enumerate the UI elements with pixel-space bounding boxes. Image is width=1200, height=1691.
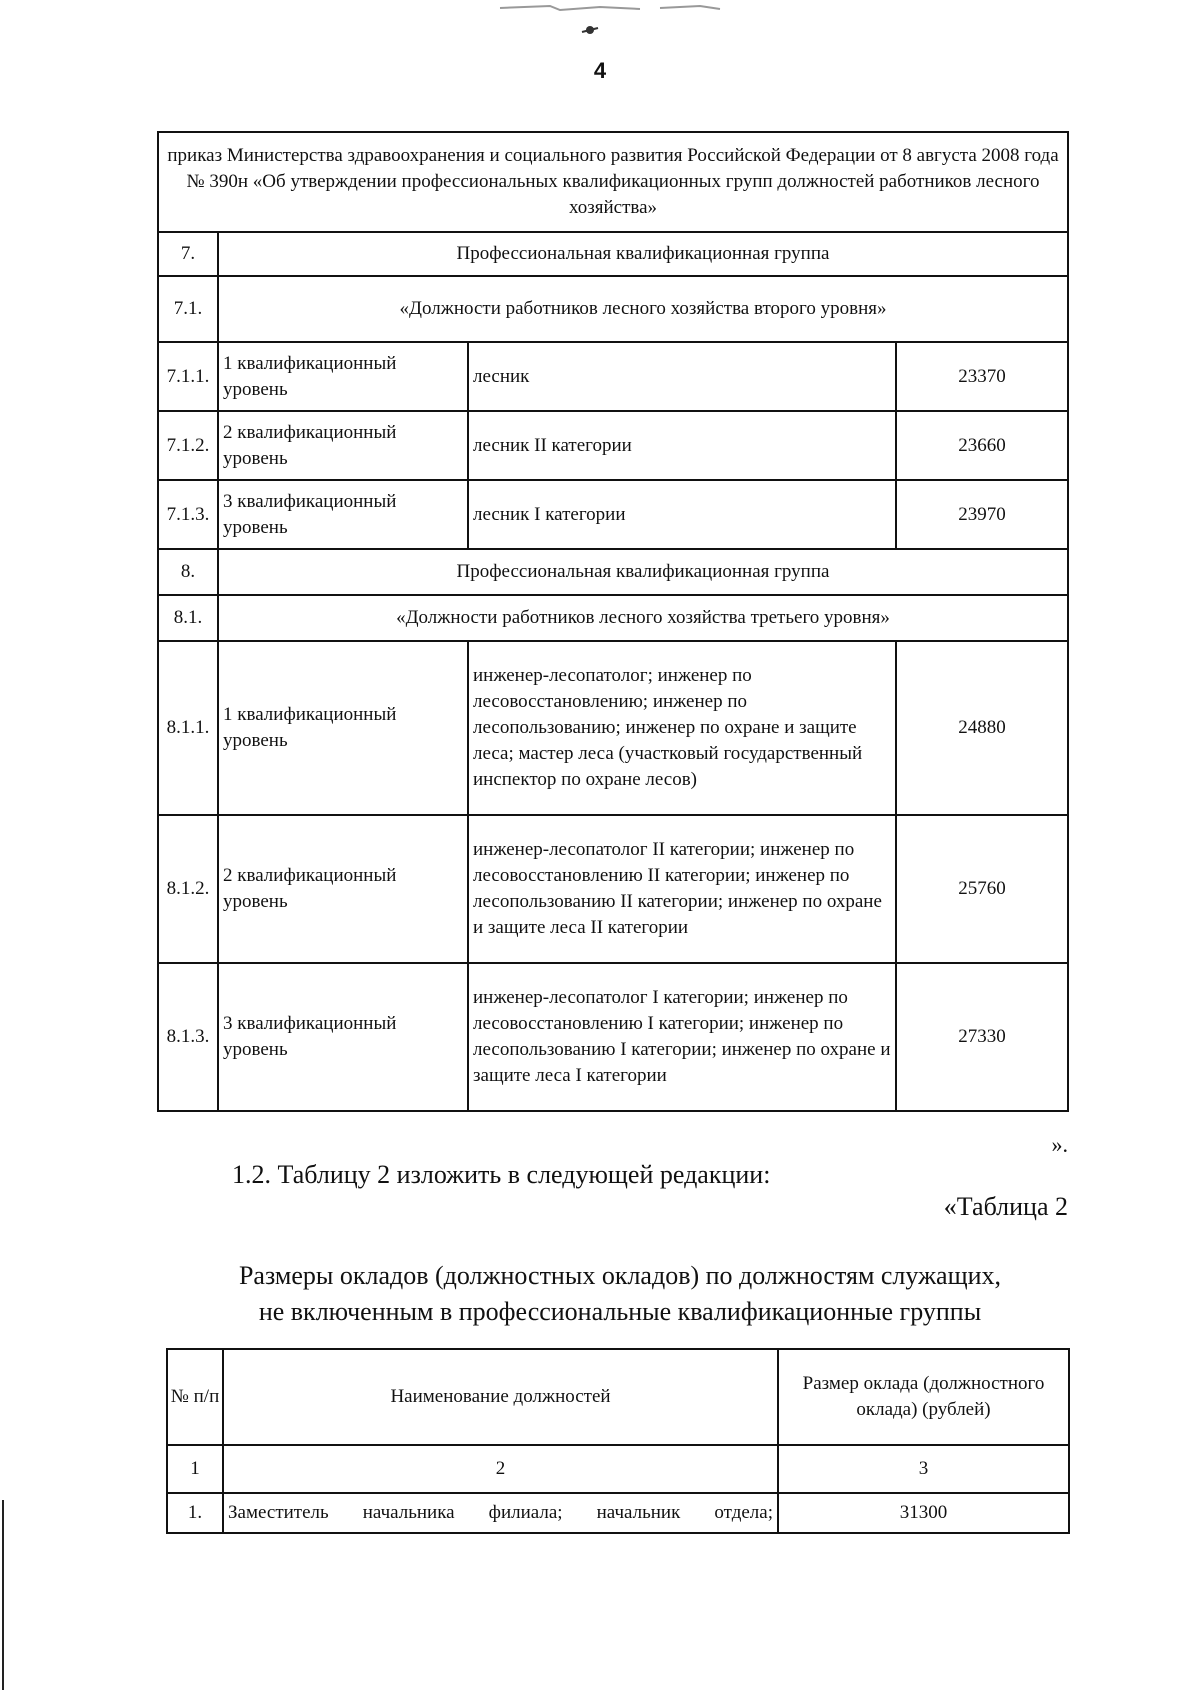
positions-cell: лесник II категории [468, 411, 896, 480]
table-title-line: не включенным в профессиональные квалификационные группы [258, 1297, 982, 1326]
salary-cell: 23370 [896, 342, 1068, 411]
level-number-cell: 7.1.2. [158, 411, 218, 480]
positions-cell: лесник [468, 342, 896, 411]
salary-cell: 25760 [896, 815, 1068, 963]
table-title [0, 1258, 1200, 1330]
table-row [158, 480, 1068, 549]
row-number-cell: 1. [167, 1493, 223, 1533]
positions-cell: инженер-лесопатолог I категории; инженер по лесовосстановлению I категории; инженер по лесопользованию I категории; инженер по охране и защите леса I категории [468, 963, 896, 1111]
positions-cell: инженер-лесопатолог II категории; инженер по лесовосстановлению II категории; инженер по лесопользованию II категории; инженер по охране и защите леса II категории [468, 815, 896, 963]
header-number-cell: № п/п [167, 1349, 223, 1445]
level-name-cell: 2 квалификационный уровень [218, 815, 468, 963]
group-number-cell: 8. [158, 549, 218, 595]
qualification-groups-table [157, 131, 1069, 1112]
subgroup-number-cell: 7.1. [158, 276, 218, 342]
level-name-cell: 3 квалификационный уровень [218, 963, 468, 1111]
group-number-cell: 7. [158, 232, 218, 276]
level-number-cell: 8.1.3. [158, 963, 218, 1111]
table-row [167, 1493, 1069, 1533]
group-title-cell: Профессиональная квалификационная группа [218, 549, 1068, 595]
salary-cell: 23970 [896, 480, 1068, 549]
salary-table [166, 1348, 1070, 1534]
table-row [158, 963, 1068, 1111]
scan-margin-line [2, 1500, 4, 1690]
positions-cell: инженер-лесопатолог; инженер по лесовосстановлению; инженер по лесопользованию; инженер по охране и защите леса; мастер леса (участковый государственный инспектор по охране лесов) [468, 641, 896, 815]
level-number-cell: 7.1.1. [158, 342, 218, 411]
level-name-cell: 1 квалификационный уровень [218, 342, 468, 411]
salary-cell: 23660 [896, 411, 1068, 480]
table-row [158, 595, 1068, 641]
table-row [158, 232, 1068, 276]
table-row [158, 549, 1068, 595]
table-title-line: Размеры окладов (должностных окладов) по должностям служащих, [238, 1261, 1002, 1290]
header-salary-cell: Размер оклада (должностного оклада) (рублей) [778, 1349, 1069, 1445]
table-index-row [167, 1445, 1069, 1493]
closing-quote: ». [1051, 1132, 1068, 1157]
index-cell: 1 [167, 1445, 223, 1493]
table-label: «Таблица 2 [943, 1192, 1068, 1221]
page-number: 4 [593, 58, 607, 83]
salary-cell: 24880 [896, 641, 1068, 815]
salary-cell: 31300 [778, 1493, 1069, 1533]
header-name-cell: Наименование должностей [223, 1349, 778, 1445]
positions-cell: лесник I категории [468, 480, 896, 549]
level-name-cell: 2 квалификационный уровень [218, 411, 468, 480]
amendment-text: 1.2. Таблицу 2 изложить в следующей редакции: [232, 1160, 771, 1189]
table-row [158, 641, 1068, 815]
table-header-row [167, 1349, 1069, 1445]
level-name-cell: 3 квалификационный уровень [218, 480, 468, 549]
subgroup-title-cell: «Должности работников лесного хозяйства второго уровня» [218, 276, 1068, 342]
subgroup-title-cell: «Должности работников лесного хозяйства третьего уровня» [218, 595, 1068, 641]
order-reference-cell: приказ Министерства здравоохранения и социального развития Российской Федерации от 8 августа 2008 года № 390н «Об утверждении профессиональных квалификационных групп должностей работников лесного хозяйства» [158, 132, 1068, 232]
level-number-cell: 8.1.2. [158, 815, 218, 963]
level-number-cell: 7.1.3. [158, 480, 218, 549]
scan-artifact [490, 0, 790, 40]
group-title-cell: Профессиональная квалификационная группа [218, 232, 1068, 276]
table-row [158, 276, 1068, 342]
table-row [158, 132, 1068, 232]
subgroup-number-cell: 8.1. [158, 595, 218, 641]
index-cell: 2 [223, 1445, 778, 1493]
level-name-cell: 1 квалификационный уровень [218, 641, 468, 815]
position-name-cell: Заместитель начальника филиала; начальник отдела; [223, 1493, 778, 1533]
index-cell: 3 [778, 1445, 1069, 1493]
salary-cell: 27330 [896, 963, 1068, 1111]
table-row [158, 411, 1068, 480]
table-row [158, 342, 1068, 411]
level-number-cell: 8.1.1. [158, 641, 218, 815]
table-row [158, 815, 1068, 963]
